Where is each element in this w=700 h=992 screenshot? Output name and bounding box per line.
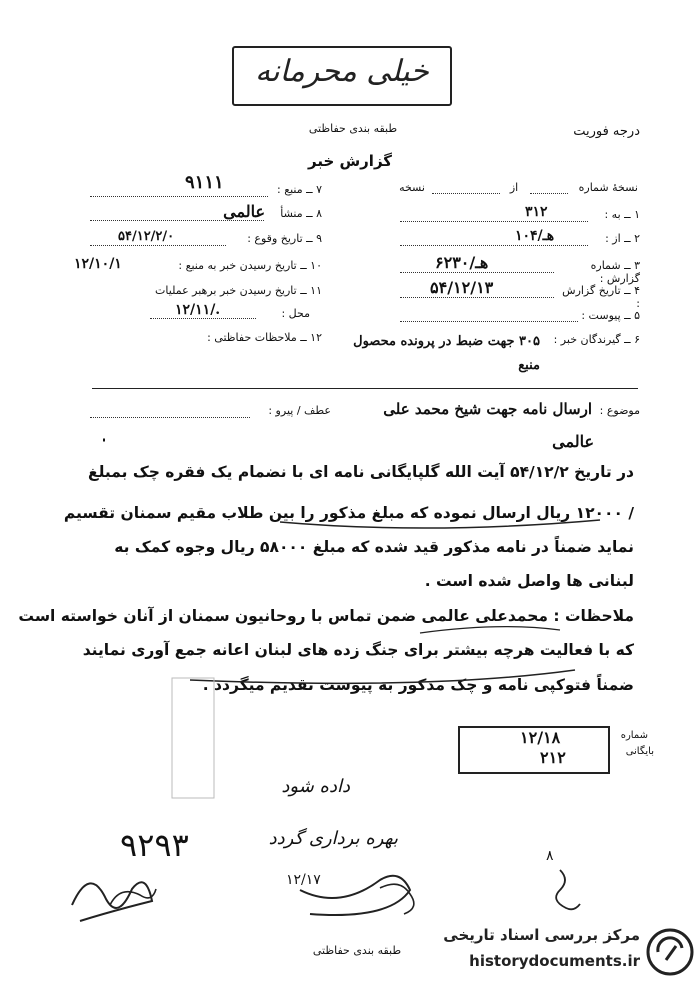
field-to-value: ۳۱۲ bbox=[525, 204, 548, 220]
field-security-notes-label: ۱۲ ــ ملاحظات حفاظتی : bbox=[207, 331, 322, 344]
notes-line-3: ضمناً فتوکپی نامه و چک مذکور به پیوست تقدیم میگردد . bbox=[202, 676, 634, 694]
body-line-3: نماید ضمناً در نامه مذکور قید شده که مبلغ ۵۸۰۰۰ ریال وجوه کمک به bbox=[114, 538, 634, 556]
field-occurrence-value: ۵۴/۱۲/۲/۰ bbox=[118, 229, 175, 244]
field-from-label: ۲ ــ از : bbox=[605, 232, 640, 245]
archive-stamp-date: ۱۲/۱۸ bbox=[520, 728, 561, 747]
archive-stamp-label-b: بایگانی bbox=[625, 746, 654, 757]
field-copy-of-label: از bbox=[509, 181, 519, 194]
handwritten-date: ۱۲/۱۷ bbox=[286, 872, 321, 888]
field-source-value: ۹۱۱۱ bbox=[185, 172, 224, 193]
field-source-label: ۷ ــ منبع : bbox=[277, 183, 322, 196]
field-copies-label: نسخه bbox=[399, 181, 425, 194]
watermark-logo-icon bbox=[644, 926, 696, 978]
handwritten-number: ۹۲۹۳ bbox=[120, 826, 189, 864]
field-from-value: ۱۰۴/هـ bbox=[515, 228, 555, 244]
watermark bbox=[410, 922, 700, 982]
field-recipients-value: ۳۰۵ جهت ضبط در پرونده محصول منبع bbox=[353, 334, 540, 373]
field-place-value: ۱۲/۱۱/. bbox=[175, 302, 221, 318]
archive-stamp-number: ۲۱۲ bbox=[540, 748, 566, 767]
subject-text: ارسال نامه جهت شیخ محمد علی bbox=[383, 400, 592, 418]
notes-line-1: ملاحظات : محمدعلی عالمی ضمن تماس با روحانیون سمنان از آنان خواسته است bbox=[18, 607, 634, 625]
field-recipients-label: ۶ ــ گیرندگان خبر : bbox=[553, 333, 640, 346]
field-report-number-value: ۶۲۳۰/هـ bbox=[435, 253, 489, 272]
field-attachment-label: ۵ ــ پیوست : bbox=[581, 309, 640, 322]
notes-line-2: که با فعالیت هرچه بیشتر برای جنگ زده های لبنان اعانه جمع آوری نمایند bbox=[82, 641, 634, 659]
body-line-1: در تاریخ ۵۴/۱۲/۲ آیت الله گلپایگانی نامه ای با نضمام یک فقره چک بمبلغ bbox=[87, 463, 634, 481]
urgency-label: درجه فوریت bbox=[573, 124, 640, 139]
watermark-title: مرکز بررسی اسناد تاریخی bbox=[443, 926, 640, 944]
field-to-label: ۱ ــ به : bbox=[604, 208, 640, 221]
field-origin-label: ۸ ــ منشأ bbox=[280, 207, 322, 220]
field-received-value: ۱۲/۱۰/۱ bbox=[74, 256, 122, 272]
field-origin-value: عالمی bbox=[223, 202, 265, 221]
classification-label-bottom: طبقه بندی حفاظتی bbox=[312, 944, 402, 957]
handwritten-mark-right: ۸ bbox=[546, 848, 554, 864]
watermark-url: historydocuments.ir bbox=[469, 952, 640, 970]
field-place-label: محل : bbox=[281, 307, 310, 320]
subject-label: موضوع : bbox=[599, 404, 640, 417]
field-received-label: ۱۰ ــ تاریخ رسیدن خبر به منبع : bbox=[178, 259, 322, 272]
subject-suffix: عطف / پیرو : bbox=[268, 404, 331, 417]
form-title: گزارش خبر bbox=[307, 152, 393, 170]
handwritten-note-1: داده شود bbox=[281, 776, 350, 797]
field-report-date-label: ۴ ــ تاریخ گزارش : bbox=[562, 284, 640, 310]
field-report-date-value: ۵۴/۱۲/۱۳ bbox=[430, 278, 494, 297]
field-report-number-label: ۳ ــ شماره گزارش : bbox=[590, 259, 640, 285]
field-occurrence-label: ۹ ــ تاریخ وقوع : bbox=[247, 232, 322, 245]
archive-stamp-label-a: شماره bbox=[620, 730, 648, 741]
signature-center bbox=[300, 876, 410, 915]
classification-stamp-text: خیلی محرمانه bbox=[255, 54, 429, 89]
body-line-2: / ۱۲۰۰۰ ریال ارسال نموده که مبلغ مذکور را بین طلاب مقیم سمنان تقسیم bbox=[63, 504, 634, 522]
handwritten-note-2: بهره برداری گردد bbox=[268, 828, 398, 849]
field-copy-number-label: نسخهٔ شماره bbox=[578, 181, 638, 194]
field-ops-label: ۱۱ ــ تاریخ رسیدن خبر برهبر عملیات bbox=[155, 284, 322, 297]
body-line-4: لبنانی ها واصل شده است . bbox=[424, 572, 634, 590]
classification-label-top: طبقه بندی حفاظتی bbox=[308, 122, 398, 135]
mark-right bbox=[556, 870, 580, 909]
body-name-line: عالمی bbox=[552, 432, 594, 451]
